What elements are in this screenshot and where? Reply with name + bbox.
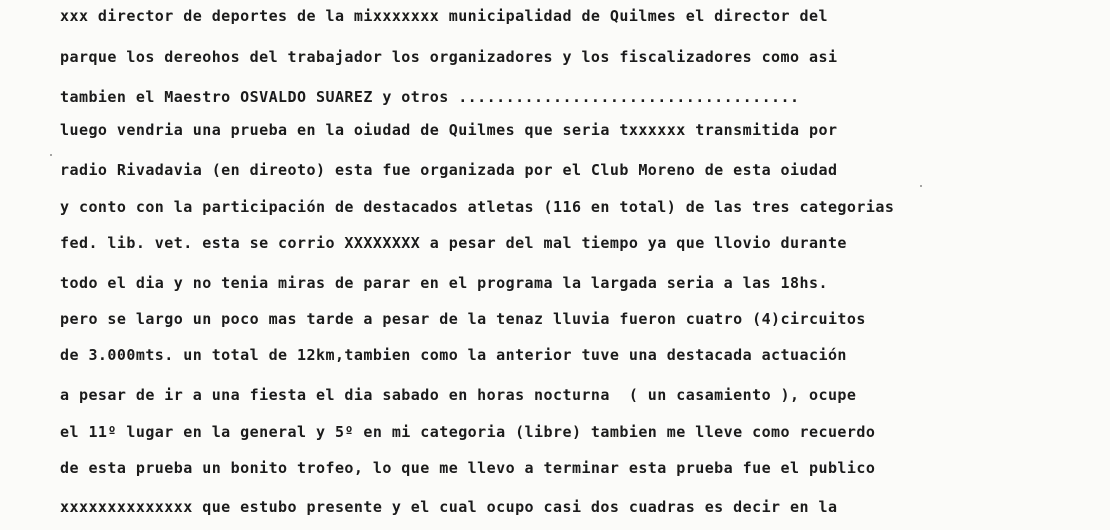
text-line: a pesar de ir a una fiesta el dia sabado en horas nocturna ( un casamiento ), ocupe <box>60 386 857 404</box>
paper-speck <box>920 185 922 187</box>
paper-speck <box>50 154 52 156</box>
text-line: todo el dia y no tenia miras de parar en el programa la largada seria a las 18hs. <box>60 274 828 292</box>
text-line: pero se largo un poco mas tarde a pesar de la tenaz lluvia fueron cuatro (4)circuitos <box>60 310 866 328</box>
text-line: fed. lib. vet. esta se corrio XXXXXXXX a pesar del mal tiempo ya que llovio durante <box>60 234 847 252</box>
text-line: de esta prueba un bonito trofeo, lo que me llevo a terminar esta prueba fue el publico <box>60 459 876 477</box>
text-line: tambien el Maestro OSVALDO SUAREZ y otros .................................... <box>60 88 800 106</box>
text-line: luego vendria una prueba en la oiudad de Quilmes que seria txxxxxx transmitida por <box>60 121 838 139</box>
text-line: xxxxxxxxxxxxxx que estubo presente y el cual ocupo casi dos cuadras es decir en la <box>60 498 838 516</box>
text-line: el 11º lugar en la general y 5º en mi categoria (libre) tambien me lleve como recuerdo <box>60 423 876 441</box>
text-line: xxx director de deportes de la mixxxxxxx municipalidad de Quilmes el director del <box>60 7 828 25</box>
text-line: radio Rivadavia (en direoto) esta fue organizada por el Club Moreno de esta oiudad <box>60 161 838 179</box>
text-line: parque los dereohos del trabajador los organizadores y los fiscalizadores como asi <box>60 48 838 66</box>
text-line: y conto con la participación de destacados atletas (116 en total) de las tres categorias <box>60 198 895 216</box>
text-line: de 3.000mts. un total de 12km,tambien como la anterior tuve una destacada actuación <box>60 346 847 364</box>
